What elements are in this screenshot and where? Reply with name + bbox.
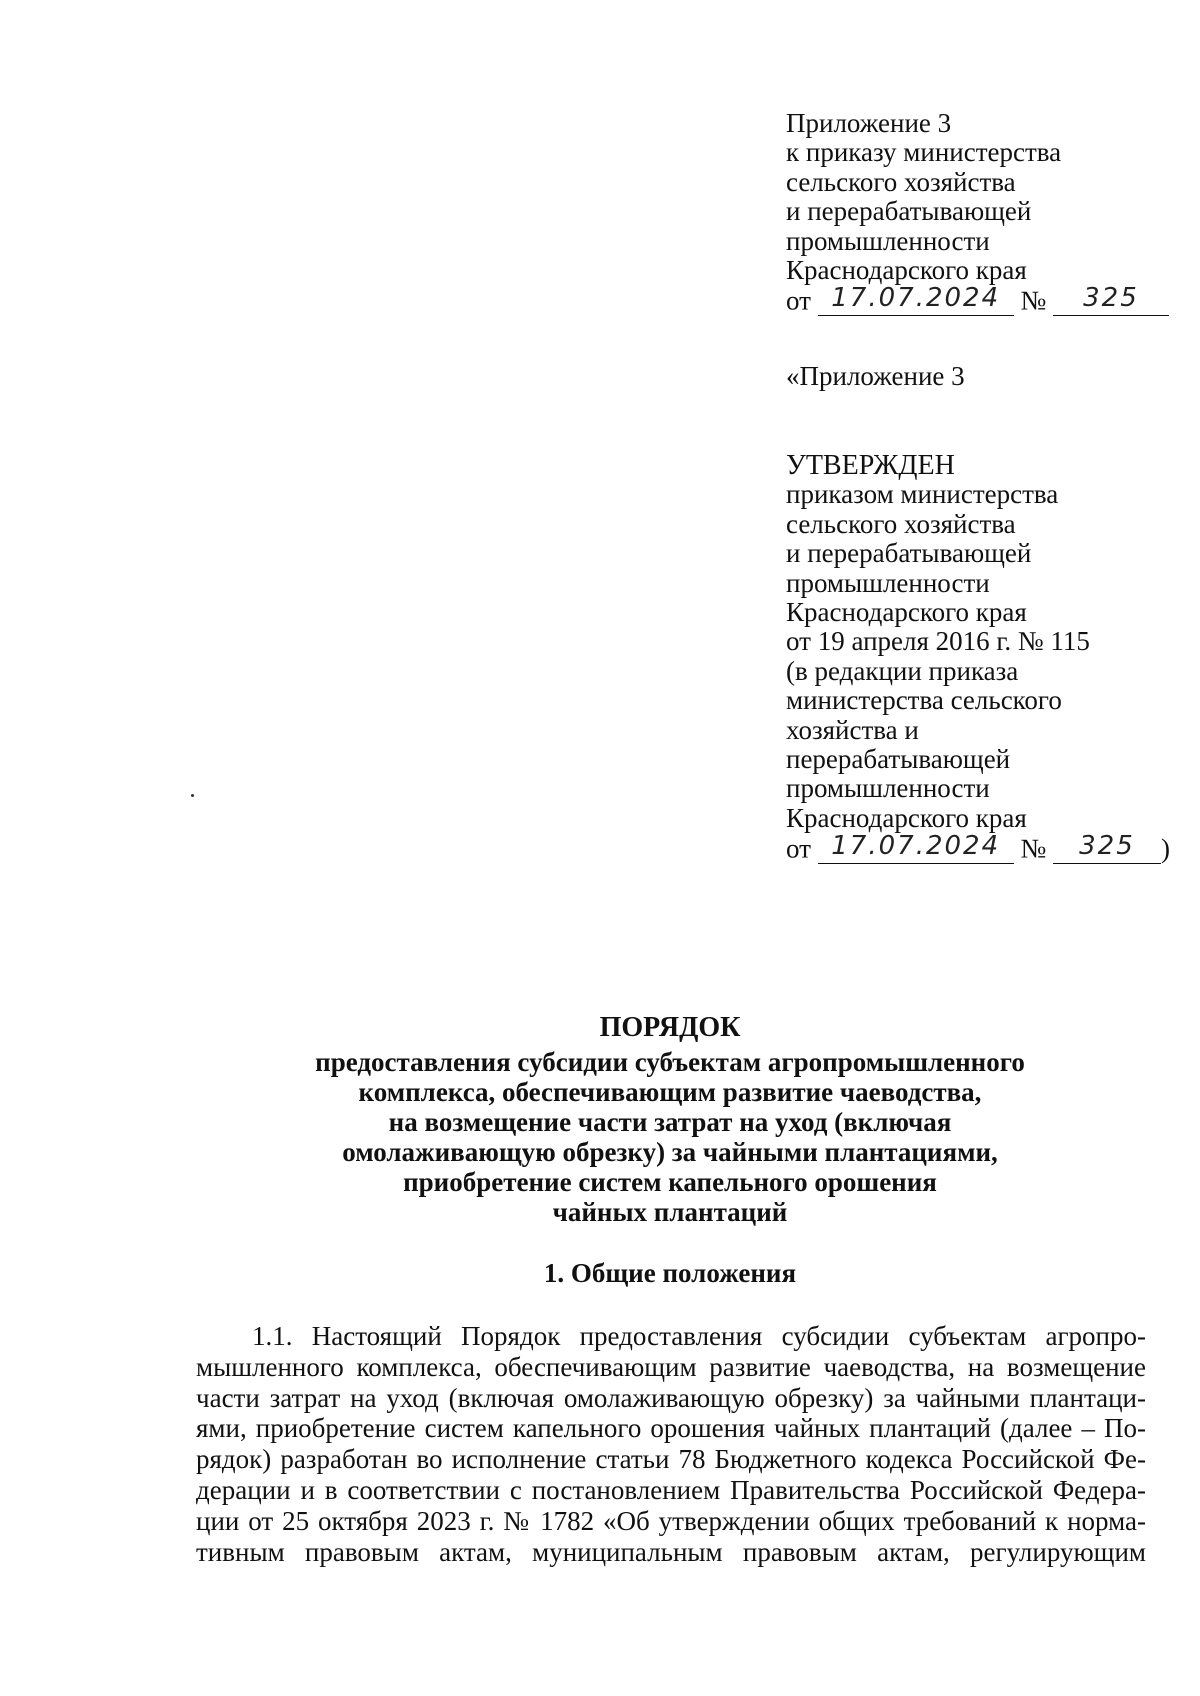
appendix-line: промышленности bbox=[786, 225, 990, 256]
approved-date-line bbox=[786, 833, 1170, 864]
approved-line: (в редакции приказа bbox=[786, 655, 1019, 686]
number-field bbox=[1053, 285, 1169, 316]
date-field bbox=[818, 833, 1014, 864]
appendix-line: и перерабатывающей bbox=[786, 196, 1032, 227]
section-heading: 1. Общие положения bbox=[543, 1258, 797, 1288]
appendix-line: Краснодарского края bbox=[786, 255, 1027, 286]
handwritten-date: 17.07.2024 bbox=[831, 831, 1001, 862]
approved-line: перерабатывающей bbox=[786, 744, 1011, 775]
appendix-quote-text: «Приложение 3 bbox=[786, 361, 965, 391]
approved-heading: УТВЕРЖДЕН bbox=[786, 450, 955, 481]
handwritten-date: 17.07.2024 bbox=[831, 283, 1001, 314]
title-main: ПОРЯДОК bbox=[599, 1012, 741, 1043]
number-label: № bbox=[1020, 286, 1047, 317]
title-line: омолаживающую обрезку) за чайными плантациями, bbox=[342, 1137, 998, 1167]
appendix-line: к приказу министерства bbox=[786, 137, 1062, 168]
paragraph-line: ции от 25 октября 2023 г. № 1782 «Об утверждении общих требований к норма- bbox=[196, 1505, 1146, 1536]
approved-line: хозяйства и bbox=[786, 714, 919, 745]
section-paragraph bbox=[196, 1321, 1146, 1567]
paragraph-line: мышленного комплекса, обеспечивающим развитие чаеводства, на возмещение bbox=[196, 1351, 1146, 1382]
title-line: предоставления субсидии субъектам агропромышленного bbox=[315, 1047, 1025, 1077]
approved-line: и перерабатывающей bbox=[786, 538, 1032, 569]
approved-block bbox=[786, 451, 1170, 864]
number-label: № bbox=[1020, 833, 1047, 864]
paragraph-line: 1.1. Настоящий Порядок предоставления субсидии субъектам агропро- bbox=[252, 1321, 1146, 1351]
approved-line: министерства сельского bbox=[786, 685, 1062, 716]
title-line: комплекса, обеспечивающим развитие чаеводства, bbox=[358, 1077, 982, 1107]
paragraph-line: ями, приобретение систем капельного орошения чайных плантаций (далее – По- bbox=[196, 1413, 1146, 1444]
paragraph-line: дерации и в соответствии с постановлением Правительства Российской Федера- bbox=[196, 1474, 1146, 1505]
approved-line: Краснодарского края bbox=[786, 597, 1027, 628]
closing-paren: ) bbox=[1160, 833, 1170, 864]
from-label: от bbox=[786, 833, 811, 864]
title-line: на возмещение части затрат на уход (включая bbox=[388, 1107, 952, 1137]
approved-line: промышленности bbox=[786, 773, 990, 804]
approved-line: промышленности bbox=[786, 567, 990, 598]
approved-line: от 19 апреля 2016 г. № 115 bbox=[786, 626, 1090, 657]
handwritten-number: 325 bbox=[1079, 831, 1135, 862]
scan-speck bbox=[191, 794, 194, 797]
approved-line: Краснодарского края bbox=[786, 802, 1027, 833]
appendix-line: сельского хозяйства bbox=[786, 166, 1016, 197]
approved-line: приказом министерства bbox=[786, 479, 1059, 510]
paragraph-line: рядок) разработан во исполнение статьи 78 Бюджетного кодекса Российской Фе- bbox=[196, 1444, 1146, 1475]
appendix-quote bbox=[786, 362, 965, 391]
date-field bbox=[818, 285, 1014, 316]
paragraph-line: тивным правовым актам, муниципальным правовым актам, регулирующим bbox=[196, 1536, 1146, 1567]
number-field bbox=[1053, 833, 1161, 864]
handwritten-number: 325 bbox=[1083, 283, 1139, 314]
appendix-date-line bbox=[786, 285, 1169, 316]
paragraph-line: части затрат на уход (включая омолаживающую обрезку) за чайными плантаци- bbox=[196, 1382, 1146, 1413]
title-line: чайных плантаций bbox=[552, 1197, 788, 1227]
appendix-header bbox=[786, 109, 1169, 316]
appendix-line: Приложение 3 bbox=[786, 108, 952, 138]
document-title bbox=[230, 1013, 1110, 1227]
title-line: приобретение систем капельного орошения bbox=[403, 1167, 937, 1197]
from-label: от bbox=[786, 286, 811, 317]
approved-line: сельского хозяйства bbox=[786, 508, 1016, 539]
